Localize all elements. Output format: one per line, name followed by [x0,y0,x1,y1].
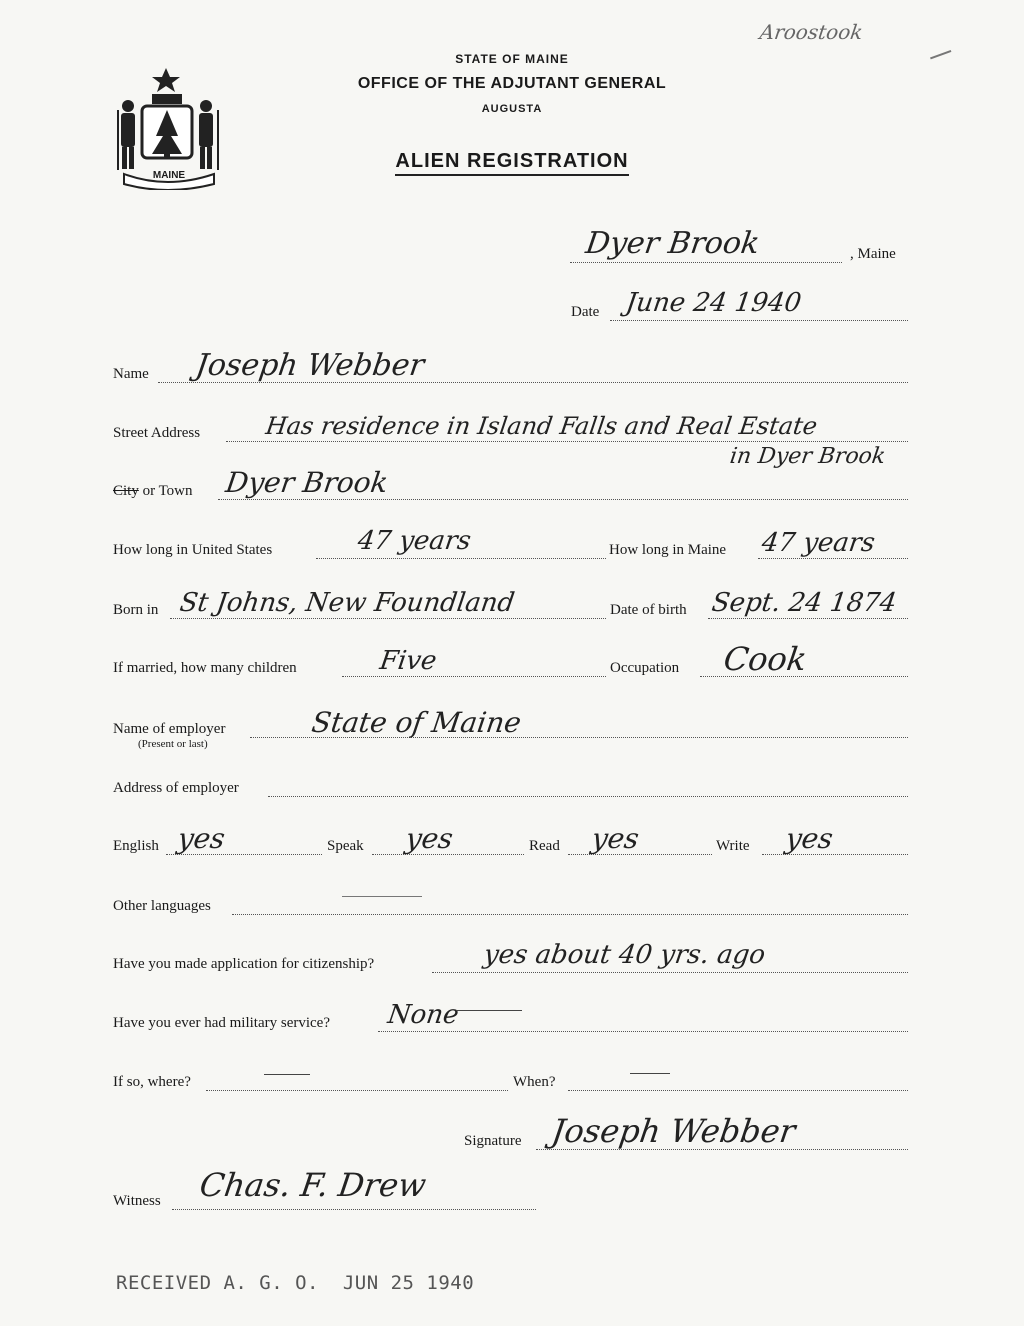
header-city: AUGUSTA [481,103,543,115]
employer-sublabel: (Present or last) [138,738,208,750]
header-office: OFFICE OF THE ADJUTANT GENERAL [357,75,667,92]
occupation-label: Occupation [610,660,680,676]
english-value: yes [175,822,228,855]
how-long-maine-label: How long in Maine [609,542,727,558]
citizenship-label: Have you made application for citizenship? [113,956,375,972]
born-in-value: St Johns, New Foundland [177,588,517,618]
city-struck-label: City [113,483,139,499]
street-address-label: Street Address [113,425,201,441]
street-address-value-line2: in Dyer Brook [728,444,888,469]
form-title-text: ALIEN REGISTRATION [395,150,628,176]
place-value: Dyer Brook [583,226,762,261]
how-long-maine-value: 47 years [759,528,877,558]
header-state: STATE OF MAINE [455,52,569,66]
military-value: None [385,1000,461,1030]
occupation-value: Cook [721,640,810,678]
witness-label: Witness [113,1193,161,1209]
date-value: June 24 1940 [623,288,804,318]
received-stamp: RECEIVED A. G. O. JUN 25 1940 [116,1272,475,1294]
form-title [0,150,1024,173]
when-label: When? [513,1074,556,1090]
born-in-label: Born in [113,602,159,618]
name-value: Joseph Webber [193,348,427,383]
seal-banner-text: MAINE [152,170,186,181]
english-label: English [113,838,159,854]
speak-label: Speak [327,838,364,854]
place-suffix: , Maine [850,246,896,262]
if-so-where-dash [264,1074,310,1075]
write-label: Write [716,838,750,854]
employer-value: State of Maine [309,706,524,739]
employer-label: Name of employer [113,721,226,737]
witness-value: Chas. F. Drew [197,1166,429,1204]
corner-note: Aroostook [758,20,865,44]
citizenship-value: yes about 40 yrs. ago [481,940,768,970]
town-label: or Town [138,483,193,499]
city-town-value: Dyer Brook [223,466,391,499]
read-value: yes [589,822,642,855]
write-value: yes [783,822,836,855]
if-so-where-label: If so, where? [113,1074,191,1090]
children-value: Five [377,646,439,676]
military-label: Have you ever had military service? [113,1015,330,1031]
other-languages-dash [342,896,422,897]
employer-address-label: Address of employer [113,780,239,796]
how-long-us-value: 47 years [355,526,473,556]
name-label: Name [113,366,149,382]
children-label: If married, how many children [113,660,297,676]
city-town-label [113,483,193,500]
street-address-value-line1: Has residence in Island Falls and Real Estate [264,412,820,440]
date-of-birth-value: Sept. 24 1874 [709,588,899,618]
when-dash [630,1073,670,1074]
signature-label: Signature [464,1133,522,1149]
speak-value: yes [403,822,456,855]
how-long-us-label: How long in United States [113,542,273,558]
military-dash [456,1010,522,1011]
signature-value: Joseph Webber [549,1112,798,1150]
date-of-birth-label: Date of birth [610,602,687,618]
date-label: Date [571,304,600,320]
other-languages-label: Other languages [113,898,211,914]
read-label: Read [529,838,560,854]
